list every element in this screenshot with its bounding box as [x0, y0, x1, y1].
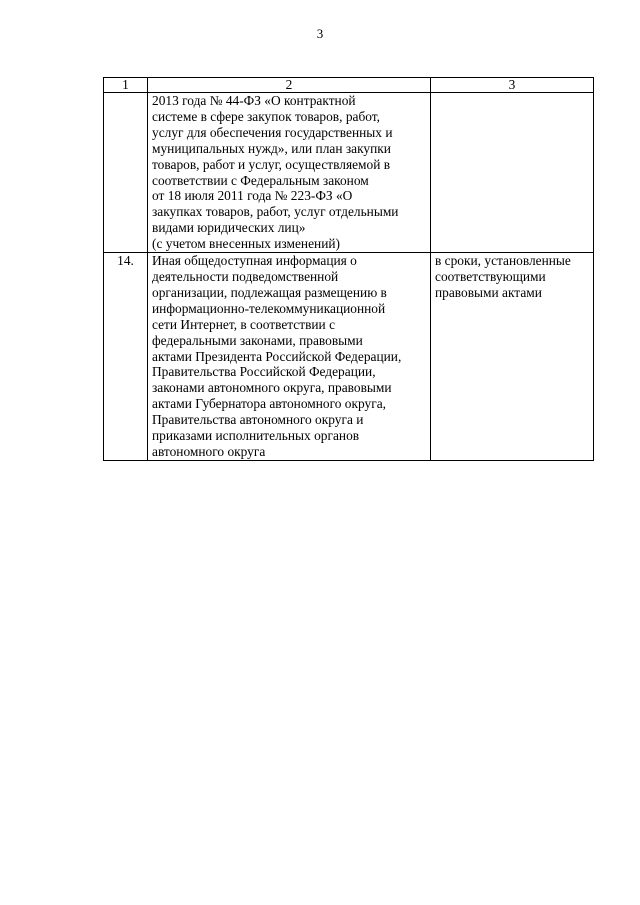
row-term	[431, 93, 594, 253]
row-term: в сроки, установленные соответствующими правовыми актами	[431, 253, 594, 461]
row-number: 14.	[104, 253, 148, 461]
row-description: 2013 года № 44-ФЗ «О контрактной системе в сфере закупок товаров, работ, услуг для обеспечения государственных и муниципальных нужд», или план закупки товаров, работ и услуг, осуществляемой в соответствии с Федеральным законом от 18 июля 2011 года № 223-ФЗ «О закупках товаров, работ, услуг отдельными видами юридических лиц» (с учетом внесенных изменений)	[148, 93, 431, 253]
table-row	[104, 253, 594, 461]
document-table	[103, 77, 594, 461]
header-column-3: 3	[431, 78, 594, 93]
row-description: Иная общедоступная информация о деятельности подведомственной организации, подлежащая размещению в информационно-телекоммуникационной сети Интернет, в соответствии с федеральными законами, правовыми актами Президента Российской Федерации, Правительства Российской Федерации, законами автономного округа, правовыми актами Губернатора автономного округа, Правительства автономного округа и приказами исполнительных органов автономного округа	[148, 253, 431, 461]
header-column-1: 1	[104, 78, 148, 93]
row-number	[104, 93, 148, 253]
header-column-2: 2	[148, 78, 431, 93]
page-number: 3	[316, 26, 324, 41]
table-row	[104, 93, 594, 253]
table-header-row	[104, 78, 594, 93]
